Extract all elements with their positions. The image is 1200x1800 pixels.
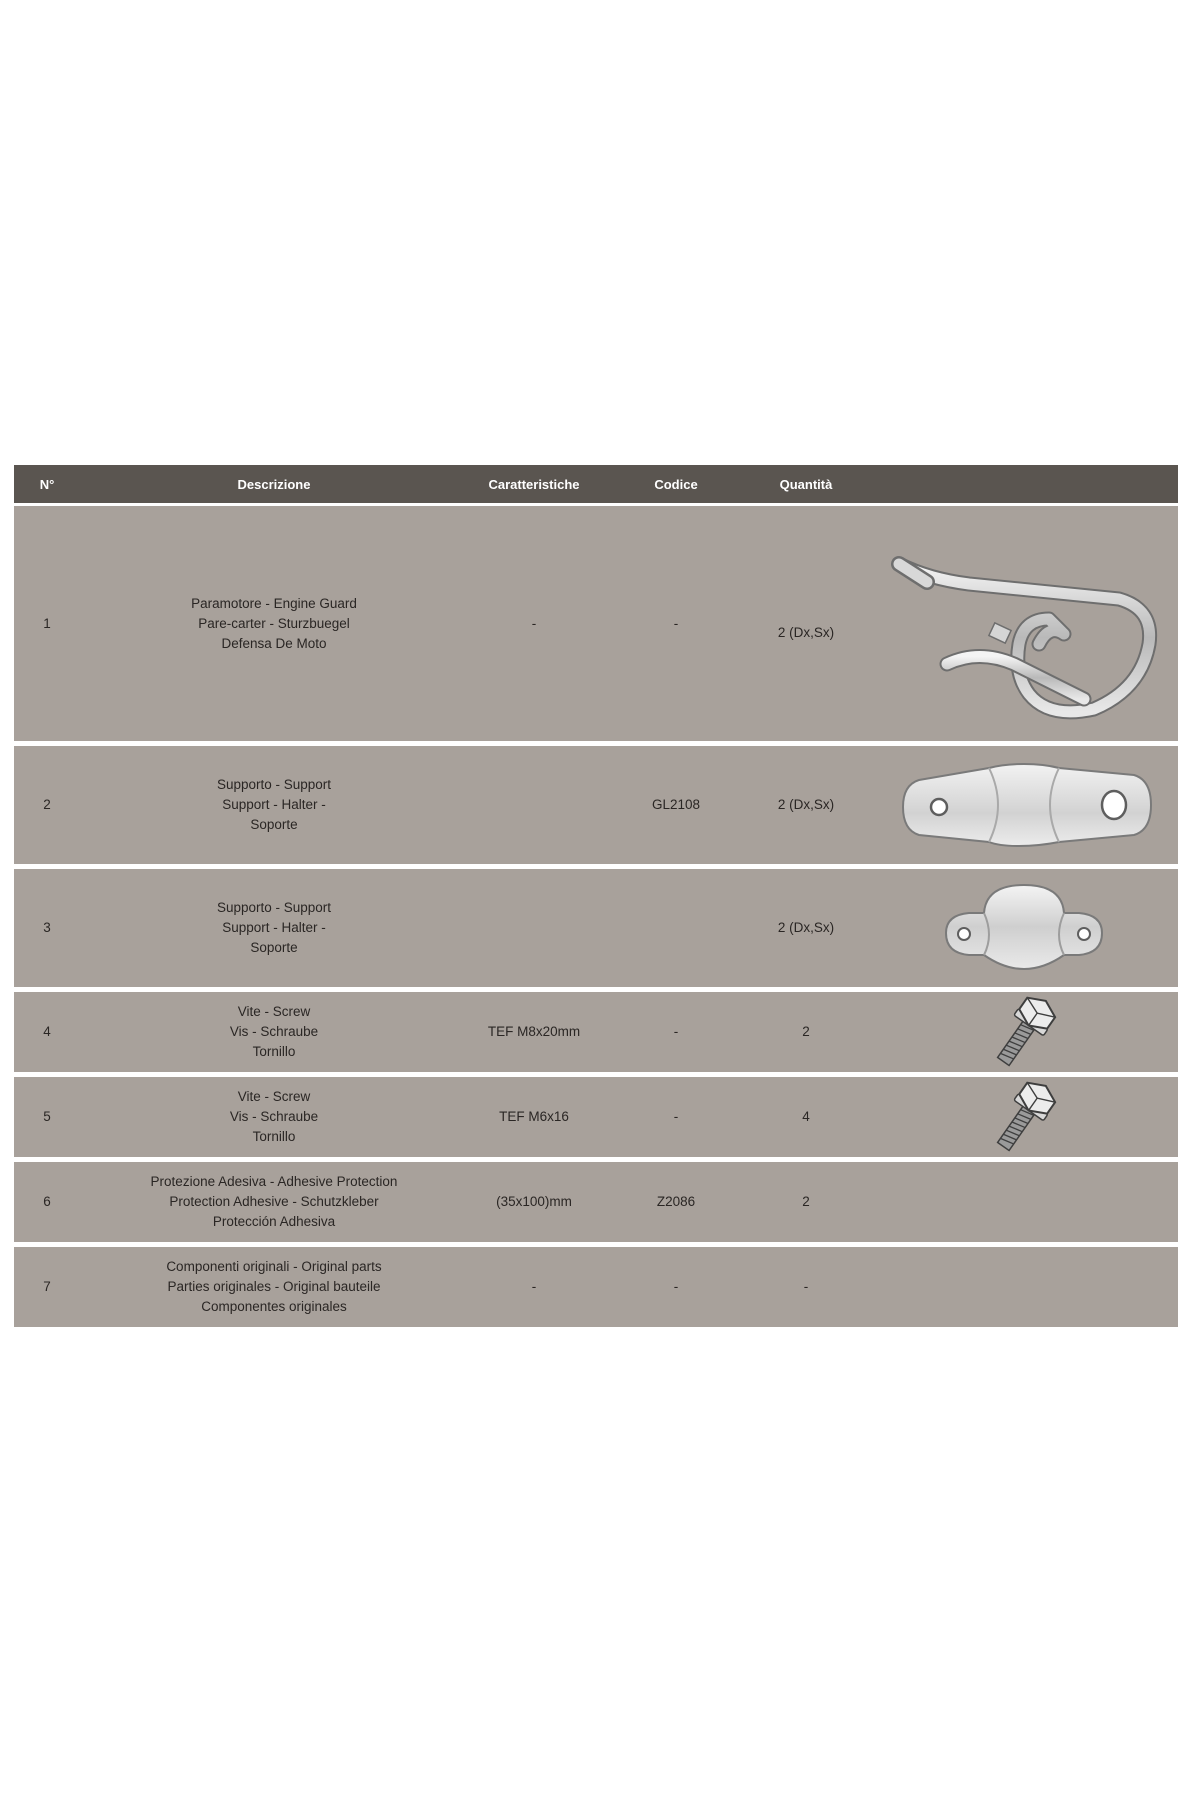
row-characteristics	[434, 746, 634, 864]
row-quantity: 2 (Dx,Sx)	[777, 920, 835, 935]
row-num: 1	[43, 615, 51, 631]
row-quantity: -	[803, 1279, 809, 1294]
row-num: 6	[43, 1194, 51, 1209]
row-quantity: 2 (Dx,Sx)	[777, 624, 835, 640]
header-characteristics: Caratteristiche	[488, 476, 580, 492]
description-line: Componentes originales	[201, 1299, 347, 1314]
description-line: Protezione Adesiva - Adhesive Protection	[150, 1174, 398, 1189]
table-row	[14, 1247, 1178, 1327]
description-line: Tornillo	[252, 1129, 296, 1144]
row-characteristics: TEF M8x20mm	[487, 1024, 581, 1039]
description-line: Supporto - Support	[216, 900, 332, 915]
row-quantity: 2	[802, 1194, 810, 1209]
row-num: 7	[43, 1279, 51, 1294]
row-description	[104, 1247, 444, 1327]
row-description	[104, 1162, 444, 1242]
hex-screw-drawing-icon	[874, 992, 1174, 1072]
row-num: 3	[43, 920, 51, 935]
row-description	[104, 992, 444, 1072]
row-quantity: 2	[802, 1024, 810, 1039]
description-line: Supporto - Support	[216, 777, 332, 792]
table-row	[14, 746, 1178, 864]
description-line: Vis - Schraube	[229, 1024, 319, 1039]
row-code	[616, 869, 736, 987]
row-description	[104, 1077, 444, 1157]
row-code: GL2108	[651, 797, 701, 812]
header-code: Codice	[654, 476, 698, 492]
row-num: 2	[43, 797, 51, 812]
header-num: N°	[39, 476, 55, 492]
parts-table	[14, 465, 1178, 1332]
row-characteristics	[434, 869, 634, 987]
row-num: 5	[43, 1109, 51, 1124]
table-header-row	[14, 465, 1178, 503]
row-description	[104, 746, 444, 864]
table-row	[14, 1077, 1178, 1157]
header-quantity: Quantità	[779, 476, 833, 492]
row-code: -	[673, 1279, 679, 1294]
row-characteristics: -	[531, 615, 537, 631]
curved-clamp-bracket-drawing-icon	[874, 869, 1174, 987]
description-line: Defensa De Moto	[221, 635, 327, 651]
row-description	[104, 869, 444, 987]
description-line: Protection Adhesive - Schutzkleber	[169, 1194, 379, 1209]
description-line: Soporte	[250, 817, 298, 832]
row-characteristics: TEF M6x16	[499, 1109, 569, 1124]
description-line: Pare-carter - Sturzbuegel	[198, 615, 350, 631]
row-quantity: 4	[802, 1109, 810, 1124]
description-line: Protección Adhesiva	[212, 1214, 336, 1229]
row-characteristics: (35x100)mm	[496, 1194, 572, 1209]
flat-support-bracket-drawing-icon	[874, 746, 1174, 864]
table-row	[14, 869, 1178, 987]
hex-screw-drawing-icon	[874, 1077, 1174, 1157]
description-line: Vis - Schraube	[229, 1109, 319, 1124]
row-code: -	[673, 1109, 679, 1124]
row-num: 4	[43, 1024, 51, 1039]
description-line: Soporte	[250, 940, 298, 955]
row-code: -	[673, 615, 679, 631]
description-line: Vite - Screw	[237, 1004, 311, 1019]
table-row	[14, 992, 1178, 1072]
header-description: Descrizione	[237, 476, 311, 492]
row-code: -	[673, 1024, 679, 1039]
description-line: Tornillo	[252, 1044, 296, 1059]
row-description	[104, 506, 444, 741]
description-line: Paramotore - Engine Guard	[191, 595, 357, 611]
description-line: Componenti originali - Original parts	[166, 1259, 382, 1274]
row-characteristics: -	[531, 1279, 537, 1294]
description-line: Support - Halter -	[222, 797, 326, 812]
engine-guard-drawing-icon	[874, 506, 1174, 741]
row-quantity: 2 (Dx,Sx)	[777, 797, 835, 812]
description-line: Support - Halter -	[222, 920, 326, 935]
table-row	[14, 506, 1178, 741]
description-line: Vite - Screw	[237, 1089, 311, 1104]
description-line: Parties originales - Original bauteile	[167, 1279, 381, 1294]
row-code: Z2086	[656, 1194, 696, 1209]
table-row	[14, 1162, 1178, 1242]
